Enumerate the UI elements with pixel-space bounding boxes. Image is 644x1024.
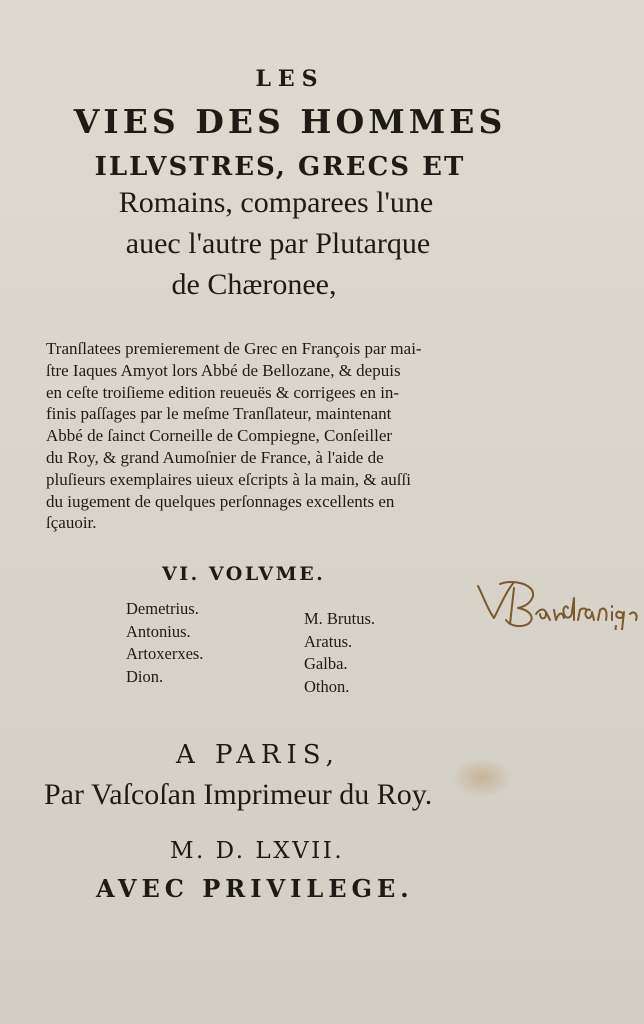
paragraph-line: Abbé de ſainct Corneille de Compiegne, Conſeiller bbox=[46, 426, 393, 446]
translation-paragraph bbox=[46, 338, 506, 534]
title-line-3: Romains, comparees l'une bbox=[118, 186, 434, 219]
contents-right-column bbox=[304, 608, 375, 698]
title-les: LES bbox=[255, 66, 325, 92]
contents-item: M. Brutus. bbox=[304, 609, 376, 628]
imprint-year: M. D. LXVII. bbox=[170, 838, 345, 864]
paragraph-line: pluſieurs exemplaires uieux eſcripts à la main, & auſſi bbox=[46, 469, 411, 489]
paragraph-line: finis paſſages par le meſme Tranſlateur, maintenant bbox=[46, 404, 392, 424]
contents-item: Dion. bbox=[126, 666, 164, 686]
paragraph-line: ſçauoir. bbox=[46, 513, 97, 533]
title-line-4: auec l'autre par Plutarque bbox=[125, 227, 431, 260]
paragraph-line: ſtre Iaques Amyot lors Abbé de Bellozane, & depuis bbox=[46, 360, 401, 380]
imprint-privilege: AVEC PRIVILEGE. bbox=[96, 874, 414, 903]
imprint-printer: Par Vaſcoſan Imprimeur du Roy. bbox=[44, 778, 433, 811]
handwritten-signature bbox=[470, 574, 644, 630]
title-line-5: de Chæronee, bbox=[171, 268, 337, 301]
contents-item: Demetrius. bbox=[126, 599, 199, 618]
contents-item: Othon. bbox=[304, 676, 350, 696]
paper-stain bbox=[452, 758, 512, 798]
title-line-1: VIES DES HOMMES bbox=[73, 102, 507, 141]
paragraph-line: en ceſte troiſieme edition reueuës & corrigees en in- bbox=[46, 382, 400, 402]
contents-left-column bbox=[126, 598, 203, 688]
contents-item: Aratus. bbox=[304, 631, 353, 651]
paragraph-line: du Roy, & grand Aumoſnier de France, à l'aide de bbox=[46, 447, 384, 467]
contents-item: Galba. bbox=[304, 654, 348, 673]
title-line-2: ILLVSTRES, GRECS ET bbox=[94, 152, 466, 182]
contents-item: Artoxerxes. bbox=[126, 644, 204, 663]
paragraph-line: du iugement de quelques perſonnages excellents en bbox=[46, 491, 395, 511]
volume-heading: VI. VOLVME. bbox=[162, 563, 326, 585]
imprint-city: A PARIS, bbox=[176, 740, 340, 770]
paragraph-line: Tranſlatees premierement de Grec en François par mai- bbox=[46, 339, 422, 358]
contents-item: Antonius. bbox=[126, 621, 191, 641]
